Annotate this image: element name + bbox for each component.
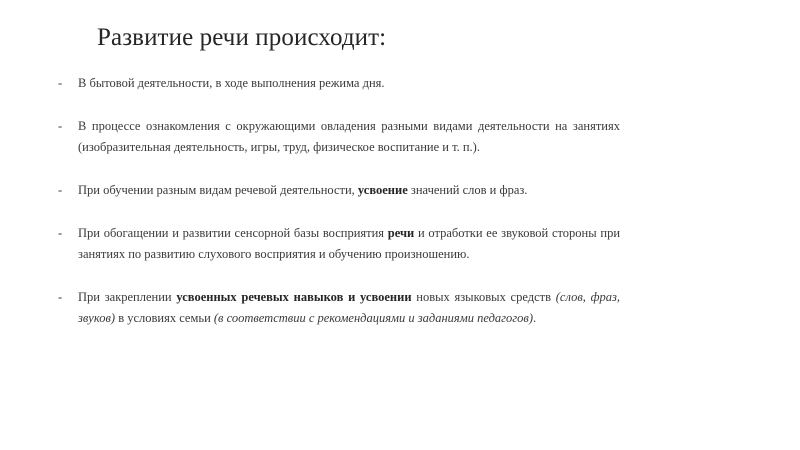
bullet-text: в условиях семьи	[115, 311, 214, 325]
bullet-text: .	[533, 311, 537, 325]
bullet-dash: -	[58, 226, 63, 240]
bullet-italic-text: (в соответствии с рекомендациями и заданиями педагогов)	[213, 311, 534, 325]
bullet-dash: -	[58, 290, 63, 304]
bullet-text: новых языковых средств	[411, 290, 556, 304]
bullet-text: В бытовой деятельности, в ходе выполнения режима дня.	[78, 76, 385, 90]
bullet-text: значений слов и фраз.	[407, 183, 528, 197]
bullet-dash: -	[58, 119, 63, 133]
bullet-item-activities	[58, 116, 620, 158]
slide-title: Развитие речи происходит:	[97, 24, 387, 51]
bullet-text: При закреплении	[78, 290, 177, 304]
bullet-bold-text: усвоение	[357, 183, 408, 197]
bullet-italic-text: (слов, фраз, звуков)	[78, 290, 620, 325]
bullet-list	[58, 73, 620, 351]
bullet-dash: -	[58, 183, 63, 197]
bullet-item-sensory	[58, 223, 620, 265]
bullet-text: и отработки ее звуковой стороны при занятиях по развитию слухового восприятия и обучению произношению.	[78, 226, 621, 261]
bullet-text: При обогащении и развитии сенсорной базы восприятия	[78, 226, 388, 240]
bullet-dash: -	[58, 76, 63, 90]
bullet-item-family	[58, 287, 620, 329]
bullet-text: При обучении разным видам речевой деятельности,	[78, 183, 358, 197]
bullet-item-speech-learning	[58, 180, 620, 201]
bullet-bold-text: речи	[387, 226, 415, 240]
bullet-item-household	[58, 73, 620, 94]
bullet-bold-text: усвоенных речевых навыков и усвоении	[176, 290, 412, 304]
bullet-text: В процессе ознакомления с окружающими овладения разными видами деятельности на занятиях (изобразительная деятельность, игры, труд, физическое воспитание и т. п.).	[78, 119, 620, 154]
